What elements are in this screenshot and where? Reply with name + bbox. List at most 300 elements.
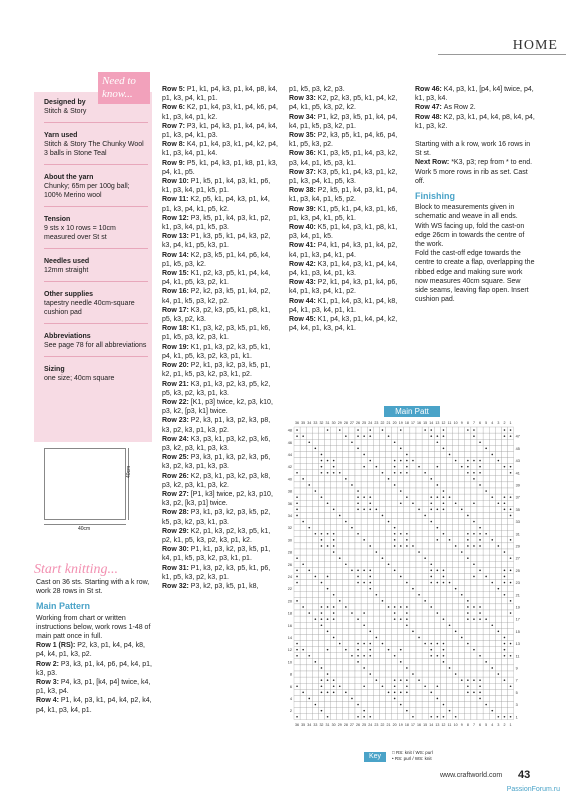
chart-cell [325, 561, 331, 567]
chart-cell [477, 659, 483, 665]
chart-cell [495, 512, 501, 518]
chart-cell [325, 580, 331, 586]
chart-cell [349, 458, 355, 464]
chart-cell [428, 445, 434, 451]
pattern-row [162, 545, 278, 563]
chart-cell [300, 610, 306, 616]
chart-purl-dot [504, 594, 506, 596]
chart-cell [416, 445, 422, 451]
chart-cell [477, 445, 483, 451]
row-label: Row 11: [162, 196, 191, 204]
chart-cell [489, 470, 495, 476]
row-text: [K1, p3] twice, k2, p3, k10, p3, k2, [p3, k1] twice. [162, 398, 273, 416]
chart-col-number: 8 [466, 722, 469, 727]
chart-cell [306, 561, 312, 567]
chart-cell [483, 476, 489, 482]
chart-cell [434, 488, 440, 494]
chart-cell [398, 580, 404, 586]
chart-cell [495, 598, 501, 604]
chart-cell [495, 653, 501, 659]
height-dimension-line [128, 448, 129, 520]
chart-purl-dot [418, 551, 420, 553]
chart-cell [404, 598, 410, 604]
chart-purl-dot [357, 704, 359, 706]
chart-cell [300, 714, 306, 720]
chart-row-number: 34 [287, 513, 292, 518]
chart-purl-dot [369, 460, 371, 462]
chart-cell [373, 714, 379, 720]
chart-cell [343, 506, 349, 512]
chart-purl-dot [504, 570, 506, 572]
chart-purl-dot [430, 655, 432, 657]
chart-purl-dot [406, 679, 408, 681]
chart-cell [343, 531, 349, 537]
chart-cell [489, 647, 495, 653]
chart-cell [453, 616, 459, 622]
chart-cell [416, 458, 422, 464]
chart-purl-dot [363, 582, 365, 584]
chart-purl-dot [315, 576, 317, 578]
pattern-row [162, 564, 278, 582]
pattern-row [289, 94, 405, 112]
chart-cell [489, 714, 495, 720]
chart-cell [453, 451, 459, 457]
chart-cell [355, 482, 361, 488]
chart-purl-dot [369, 716, 371, 718]
chart-cell [379, 494, 385, 500]
chart-cell [453, 610, 459, 616]
chart-cell [428, 702, 434, 708]
chart-cell [489, 616, 495, 622]
chart-cell [465, 573, 471, 579]
chart-purl-dot [376, 509, 378, 511]
chart-cell [447, 476, 453, 482]
chart-cell [434, 519, 440, 525]
chart-cell [483, 586, 489, 592]
chart-purl-dot [510, 509, 512, 511]
chart-purl-dot [504, 502, 506, 504]
chart-cell [312, 519, 318, 525]
chart-purl-dot [363, 655, 365, 657]
chart-cell [447, 531, 453, 537]
chart-col-number: 6 [479, 722, 482, 727]
chart-cell [312, 555, 318, 561]
chart-cell [337, 439, 343, 445]
chart-cell [489, 567, 495, 573]
chart-purl-dot [351, 612, 353, 614]
chart-purl-dot [510, 570, 512, 572]
chart-purl-dot [412, 716, 414, 718]
chart-cell [477, 506, 483, 512]
chart-purl-dot [327, 502, 329, 504]
chart-cell [447, 610, 453, 616]
chart-cell [495, 433, 501, 439]
chart-cell [434, 592, 440, 598]
chart-cell [349, 537, 355, 543]
chart-cell [318, 555, 324, 561]
chart-cell [508, 634, 514, 640]
chart-cell [392, 671, 398, 677]
row-text: K2, p2, k3, p5, k1, p4, k2, p4, k1, p5, k3, p2, k2. [289, 95, 398, 112]
chart-purl-dot [485, 618, 487, 620]
chart-cell [471, 610, 477, 616]
chart-purl-dot [467, 466, 469, 468]
chart-cell [294, 537, 300, 543]
chart-cell [386, 622, 392, 628]
chart-cell [349, 586, 355, 592]
pattern-row [162, 251, 278, 269]
chart-cell [434, 708, 440, 714]
chart-col-number: 3 [497, 722, 500, 727]
chart-cell [471, 439, 477, 445]
chart-cell [355, 677, 361, 683]
chart-cell [361, 702, 367, 708]
chart-cell [379, 458, 385, 464]
chart-cell [453, 512, 459, 518]
chart-purl-dot [400, 472, 402, 474]
chart-cell [325, 634, 331, 640]
chart-cell [306, 641, 312, 647]
chart-cell [465, 714, 471, 720]
chart-cell [422, 439, 428, 445]
chart-cell [447, 445, 453, 451]
chart-cell [501, 604, 507, 610]
chart-col-number: 7 [472, 421, 475, 425]
chart-cell [306, 689, 312, 695]
chart-cell [489, 458, 495, 464]
chart-purl-dot [321, 539, 323, 541]
chart-cell [361, 689, 367, 695]
chart-purl-dot [394, 612, 396, 614]
chart-cell [318, 702, 324, 708]
chart-purl-dot [443, 570, 445, 572]
chart-cell [331, 482, 337, 488]
chart-cell [404, 561, 410, 567]
chart-row-number: 4 [289, 696, 292, 701]
chart-cell [483, 555, 489, 561]
chart-purl-dot [369, 673, 371, 675]
chart-cell [355, 464, 361, 470]
chart-purl-dot [394, 685, 396, 687]
chart-cell [501, 470, 507, 476]
chart-purl-dot [351, 484, 353, 486]
chart-cell [355, 439, 361, 445]
chart-cell [489, 488, 495, 494]
chart-cell [300, 683, 306, 689]
row-label: Row 7: [162, 122, 187, 130]
chart-cell [483, 543, 489, 549]
chart-cell [489, 598, 495, 604]
chart-cell [337, 634, 343, 640]
chart-cell [489, 549, 495, 555]
chart-purl-dot [504, 496, 506, 498]
chart-row-number: 29 [515, 544, 520, 549]
chart-cell [373, 695, 379, 701]
pattern-row [162, 140, 278, 158]
chart-cell [379, 464, 385, 470]
chart-purl-dot [443, 502, 445, 504]
chart-cell [465, 647, 471, 653]
chart-purl-dot [357, 533, 359, 535]
chart-cell [343, 445, 349, 451]
chart-purl-dot [510, 472, 512, 474]
chart-cell [428, 628, 434, 634]
chart-purl-dot [437, 539, 439, 541]
chart-purl-dot [327, 429, 329, 431]
row-label: Row 36: [289, 150, 318, 158]
chart-cell [428, 531, 434, 537]
row-label: Row 12: [162, 214, 191, 222]
chart-purl-dot [339, 685, 341, 687]
chart-purl-dot [400, 429, 402, 431]
chart-cell [325, 695, 331, 701]
chart-cell [373, 598, 379, 604]
chart-cell [453, 634, 459, 640]
chart-cell [343, 500, 349, 506]
chart-row-number: 43 [515, 459, 520, 464]
chart-cell [459, 671, 465, 677]
chart-cell [373, 531, 379, 537]
row-label: Row 26: [162, 472, 191, 480]
chart-cell [306, 665, 312, 671]
chart-cell [477, 555, 483, 561]
chart-cell [501, 476, 507, 482]
chart-col-number: 21 [386, 722, 391, 727]
chart-purl-dot [412, 631, 414, 633]
chart-cell [355, 458, 361, 464]
chart-cell [508, 677, 514, 683]
chart-cell [398, 519, 404, 525]
chart-purl-dot [430, 570, 432, 572]
chart-cell [410, 512, 416, 518]
chart-cell [447, 598, 453, 604]
chart-purl-dot [357, 576, 359, 578]
chart-cell [416, 708, 422, 714]
chart-cell [404, 586, 410, 592]
chart-cell [428, 598, 434, 604]
chart-purl-dot [479, 533, 481, 535]
chart-cell [440, 451, 446, 457]
chart-cell [325, 512, 331, 518]
row-label: Row 43: [289, 279, 318, 287]
chart-col-number: 16 [417, 421, 422, 425]
chart-cell [459, 580, 465, 586]
row-label: Row 18: [162, 325, 191, 333]
chart-purl-dot [333, 685, 335, 687]
chart-cell [508, 573, 514, 579]
chart-cell [471, 634, 477, 640]
chart-cell [501, 628, 507, 634]
chart-cell [355, 695, 361, 701]
chart-cell [306, 592, 312, 598]
chart-purl-dot [302, 692, 304, 694]
chart-purl-dot [491, 710, 493, 712]
chart-cell [416, 647, 422, 653]
chart-cell [379, 433, 385, 439]
chart-cell [447, 525, 453, 531]
chart-cell [471, 549, 477, 555]
chart-cell [300, 653, 306, 659]
chart-cell [428, 634, 434, 640]
chart-cell [495, 445, 501, 451]
chart-cell [459, 531, 465, 537]
chart-cell [300, 488, 306, 494]
chart-col-number: 26 [356, 421, 361, 425]
chart-cell [318, 628, 324, 634]
chart-cell [379, 476, 385, 482]
chart-col-number: 29 [337, 421, 342, 425]
chart-cell [410, 549, 416, 555]
chart-cell [489, 427, 495, 433]
chart-cell [477, 476, 483, 482]
about-text: Chunky; 65m per 100g ball; 100% Merino wool [44, 183, 130, 199]
chart-cell [465, 433, 471, 439]
chart-cell [489, 543, 495, 549]
chart-cell [318, 549, 324, 555]
chart-cell [483, 512, 489, 518]
chart-purl-dot [430, 649, 432, 651]
chart-cell [294, 561, 300, 567]
chart-purl-dot [406, 618, 408, 620]
chart-purl-dot [430, 563, 432, 565]
chart-cell [501, 543, 507, 549]
pattern-row [162, 232, 278, 250]
chart-purl-dot [510, 643, 512, 645]
row-text: K3, p3, k1, p3, k2, p3, k6, p3, k2, p3, k1, p3, k3. [162, 435, 271, 452]
chart-cell [422, 500, 428, 506]
chart-col-number: 18 [404, 722, 409, 727]
chart-purl-dot [424, 557, 426, 559]
chart-purl-dot [430, 643, 432, 645]
chart-cell [386, 458, 392, 464]
chart-cell [331, 433, 337, 439]
row-text: K4, p1, k4, p3, k1, p4, k2, p4, k1, p3, k4, p1, k4. [162, 141, 278, 158]
chart-cell [367, 445, 373, 451]
chart-cell [386, 653, 392, 659]
chart-cell [367, 531, 373, 537]
chart-cell [294, 464, 300, 470]
chart-purl-dot [443, 435, 445, 437]
chart-cell [410, 476, 416, 482]
chart-cell [300, 628, 306, 634]
chart-cell [422, 586, 428, 592]
chart-cell [318, 695, 324, 701]
chart-col-number: 21 [386, 421, 391, 425]
divider [44, 323, 148, 324]
chart-cell [398, 482, 404, 488]
chart-purl-dot [345, 435, 347, 437]
chart-cell [379, 616, 385, 622]
chart-cell [386, 482, 392, 488]
chart-purl-dot [400, 576, 402, 578]
chart-cell [306, 549, 312, 555]
chart-cell [465, 665, 471, 671]
chart-cell [495, 488, 501, 494]
chart-col-number: 32 [319, 421, 324, 425]
chart-cell [459, 439, 465, 445]
chart-col-number: 10 [453, 722, 458, 727]
chart-row-number: 2 [289, 709, 292, 714]
chart-cell [373, 689, 379, 695]
chart-cell [495, 616, 501, 622]
chart-row-number: 13 [515, 642, 520, 647]
row-label: Row 19: [162, 343, 191, 351]
chart-cell [404, 653, 410, 659]
row-text: P3, k5, p1, k4, p3, k1, p2, k1, p3, k4, p1, k5, p3. [162, 214, 271, 232]
chart-purl-dot [461, 509, 463, 511]
chart-cell [422, 433, 428, 439]
chart-cell [483, 695, 489, 701]
chart-cell [404, 512, 410, 518]
row-text: K1, p2, k3, p5, k1, p4, k4, p4, k1, p5, k3, p2, k1. [162, 270, 271, 287]
chart-purl-dot [510, 429, 512, 431]
column-2 [162, 85, 278, 591]
chart-cell [386, 628, 392, 634]
chart-cell [367, 665, 373, 671]
chart-cell [428, 549, 434, 555]
chart-cell [349, 433, 355, 439]
chart-cell [489, 610, 495, 616]
row-label: Row 42: [289, 260, 318, 268]
chart-purl-dot [424, 515, 426, 517]
chart-cell [294, 543, 300, 549]
chart-cell [416, 561, 422, 567]
chart-cell [337, 537, 343, 543]
chart-cell [495, 683, 501, 689]
chart-cell [483, 458, 489, 464]
chart-cell [501, 708, 507, 714]
pattern-row [415, 113, 535, 131]
chart-purl-dot [296, 643, 298, 645]
chart-cell [410, 573, 416, 579]
chart-cell [428, 683, 434, 689]
chart-cell [422, 482, 428, 488]
chart-cell [398, 451, 404, 457]
chart-purl-dot [315, 490, 317, 492]
chart-purl-dot [491, 667, 493, 669]
chart-cell [386, 659, 392, 665]
chart-purl-dot [406, 496, 408, 498]
chart-purl-dot [351, 441, 353, 443]
chart-cell [379, 506, 385, 512]
divider [44, 281, 148, 282]
chart-cell [440, 555, 446, 561]
chart-cell [453, 470, 459, 476]
chart-cell [300, 573, 306, 579]
chart-purl-dot [437, 570, 439, 572]
chart-cell [392, 641, 398, 647]
chart-cell [410, 647, 416, 653]
chart-purl-dot [498, 588, 500, 590]
chart-cell [355, 561, 361, 567]
chart-cell [361, 512, 367, 518]
chart-purl-dot [315, 704, 317, 706]
chart-purl-dot [296, 582, 298, 584]
chart-cell [349, 451, 355, 457]
chart-cell [453, 592, 459, 598]
chart-cell [373, 555, 379, 561]
chart-cell [306, 519, 312, 525]
chart-purl-dot [473, 472, 475, 474]
chart-cell [337, 458, 343, 464]
chart-cell [447, 482, 453, 488]
chart-cell [343, 665, 349, 671]
chart-cell [459, 512, 465, 518]
chart-cell [416, 433, 422, 439]
chart-cell [501, 512, 507, 518]
chart-cell [361, 439, 367, 445]
chart-cell [447, 488, 453, 494]
